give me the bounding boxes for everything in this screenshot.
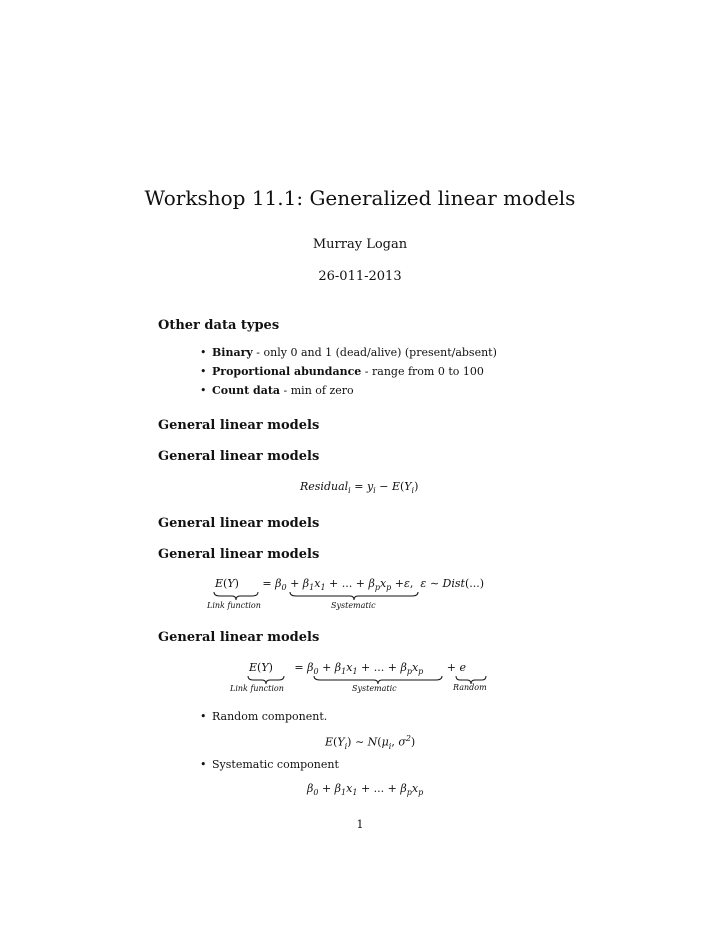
- list-item: • Proportional abundance - range from 0 to 100: [200, 365, 484, 378]
- author: Murray Logan: [312, 237, 408, 252]
- section-heading: General linear models: [158, 418, 320, 433]
- systematic-component-equation: $\beta_0 + \beta_1x_1$ + ... + $\beta_px_p$: [307, 782, 424, 798]
- random-component-equation: $E(Y_i)$ ∼ $N(\mu_i$, $\sigma^2$): [325, 734, 416, 751]
- data-type-list: [200, 343, 497, 400]
- list-item: • Systematic component: [200, 758, 339, 771]
- list-item: • Count data - min of zero: [200, 384, 354, 397]
- paper-title: Workshop 11.1: Generalized linear models: [144, 186, 576, 210]
- label-systematic: Systematic: [352, 684, 397, 693]
- label-systematic: Systematic: [331, 601, 376, 610]
- glm-equation-2: $E(Y) = \beta_0 + \beta_1x_1$ + ... + $\beta_px_p + e$: [249, 661, 467, 677]
- glm-equation-1: $E(Y) = \beta_0 + \beta_1x_1$ + ... + $\beta_px_p +\varepsilon$, ε ∼ Dist(...): [215, 577, 485, 593]
- date: 26-011-2013: [318, 269, 402, 284]
- section-heading: General linear models: [158, 516, 320, 531]
- label-link-function: Link function: [230, 684, 284, 693]
- section-heading-other: Other data types: [158, 318, 280, 333]
- label-link-function: Link function: [207, 601, 261, 610]
- list-item: • Random component.: [200, 710, 328, 723]
- list-item: • Binary - only 0 and 1 (dead/alive) (present/absent): [200, 346, 497, 359]
- section-heading: General linear models: [158, 547, 320, 562]
- section-heading: General linear models: [158, 630, 320, 645]
- section-heading: General linear models: [158, 449, 320, 464]
- label-random: Random: [453, 683, 487, 692]
- residual-equation: Residual$_i$ = $y_i - E(Y_i)$: [300, 480, 419, 496]
- page-number: 1: [356, 818, 364, 831]
